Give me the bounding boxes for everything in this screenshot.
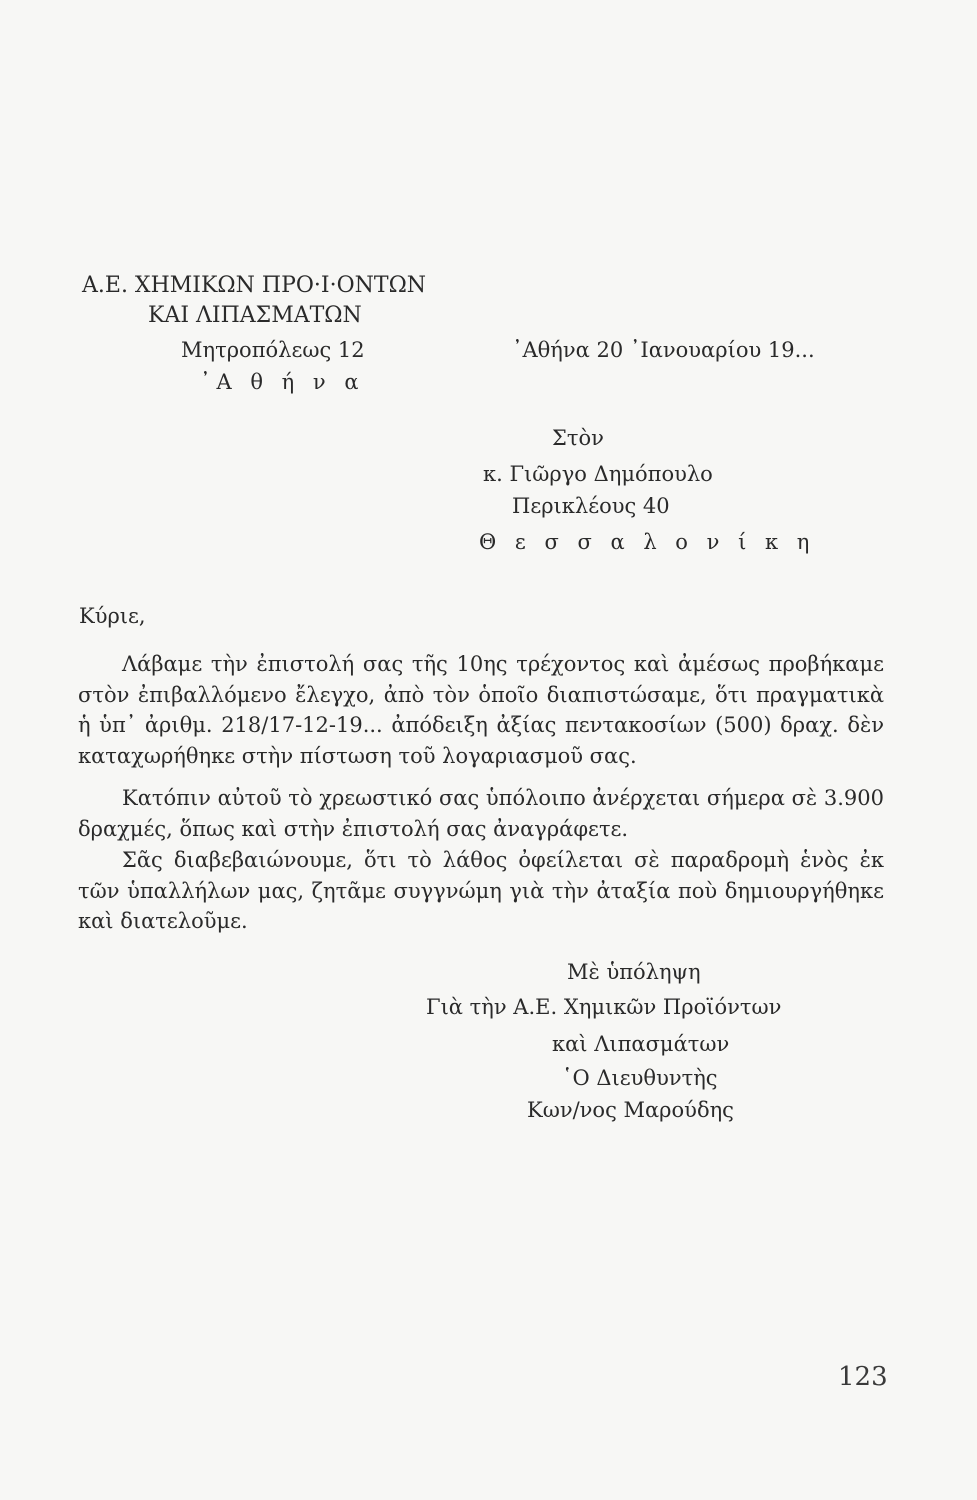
closing-and-line: καὶ Λιπασμάτων [552,1032,730,1056]
signatory-title: ῾Ο Διευθυντὴς [562,1066,718,1090]
signatory-name: Κων/νος Μαρούδης [527,1098,734,1122]
sender-company-line1: Α.Ε. ΧΗΜΙΚΩΝ ΠΡΟ·Ι·ΟΝΤΩΝ [82,273,427,298]
recipient-to: Στὸν [552,426,604,450]
recipient-street: Περικλέους 40 [512,494,670,518]
salutation: Κύριε, [79,604,146,628]
body-paragraph-1: Λάβαμε τὴν ἐπιστολή σας τῆς 10ης τρέχοντος καὶ ἀμέσως προβήκαμε στὸν ἐπιβαλλόμενο ἔλεγχο, ἀπὸ τὸν ὁποῖο διαπιστώσαμε, ὅτι πραγματικὰ ἡ ὑπ᾿ ἀριθμ. 218/17-12-19... ἀπόδειξη ἀξίας πεντακοσίων (500) δραχ. δὲν καταχωρήθηκε στὴν πίστωση τοῦ λογαριασμοῦ σας. [78,652,884,768]
letter-date: ᾿Αθήνα 20 ᾿Ιανουαρίου 19... [512,338,815,362]
closing-for-line: Γιὰ τὴν Α.Ε. Χημικῶν Προϊόντων [426,995,782,1019]
sender-company-line2: ΚΑΙ ΛΙΠΑΣΜΑΤΩΝ [148,303,362,328]
page-number: 123 [838,1362,888,1392]
recipient-city: Θ ε σ σ α λ ο ν ί κ η [479,530,816,554]
sender-street: Μητροπόλεως 12 [181,338,365,362]
closing-regards: Μὲ ὑπόληψη [567,960,701,984]
body-paragraph-3: Σᾶς διαβεβαιώνουμε, ὅτι τὸ λάθος ὀφείλεται σὲ παραδρομὴ ἑνὸς ἐκ τῶν ὑπαλλήλων μας, ζητᾶμε συγγνώμη γιὰ τὴν ἀταξία ποὺ δημιουργήθηκε καὶ διατελοῦμε. [78,848,884,933]
sender-city: ᾿Α θ ή ν α [200,370,365,394]
body-paragraph-2: Κατόπιν αὐτοῦ τὸ χρεωστικό σας ὑπόλοιπο ἀνέρχεται σήμερα σὲ 3.900 δραχμές, ὅπως καὶ στὴν ἐπιστολή σας ἀναγράφετε. [78,786,884,841]
recipient-name: κ. Γιῶργο Δημόπουλο [483,462,713,486]
